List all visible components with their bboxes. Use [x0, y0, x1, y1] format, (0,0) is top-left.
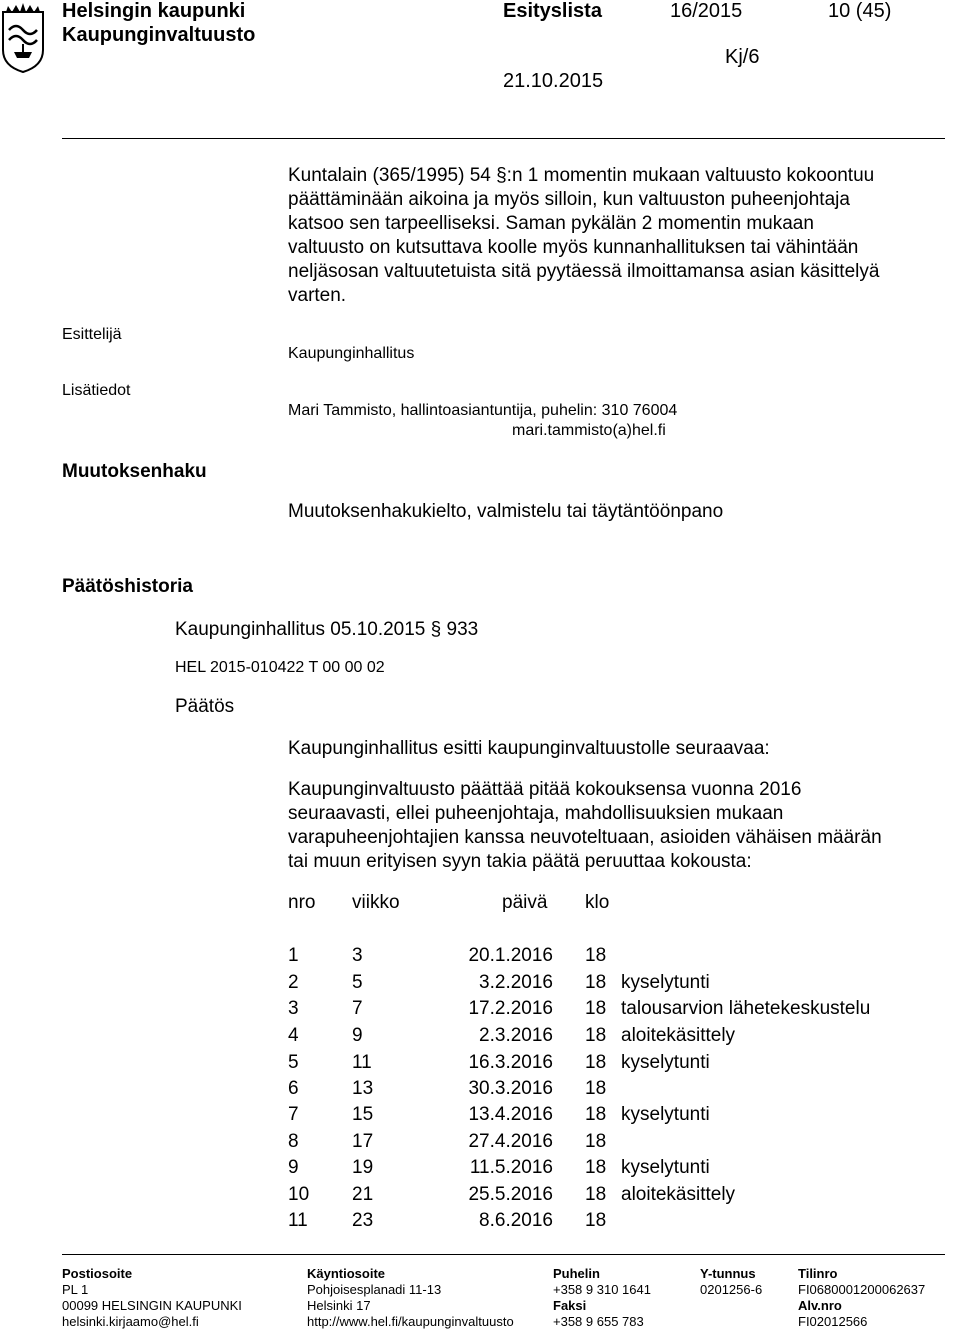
footer-website-link[interactable]: http://www.hel.fi/kaupunginvaltuusto	[307, 1314, 514, 1329]
footer-postiosoite: Postiosoite PL 1 00099 HELSINGIN KAUPUNKI helsinki.kirjaamo@hel.fi	[62, 1266, 242, 1329]
table-row: 7 15 13.4.2016 18 kyselytunti	[288, 1104, 710, 1125]
header-viikko: viikko	[352, 892, 400, 913]
esittelija-value: Kaupunginhallitus	[288, 345, 415, 362]
header-paiva: päivä	[502, 892, 548, 913]
esittelija-label: Esittelijä	[62, 326, 122, 343]
document-number: 16/2015	[670, 0, 743, 22]
case-reference: Kj/6	[725, 46, 760, 68]
paatoshistoria-title: Päätöshistoria	[62, 576, 193, 597]
table-row: 1 3 20.1.2016 18	[288, 945, 607, 966]
header-klo: klo	[585, 892, 610, 913]
contact-person: Mari Tammisto, hallintoasiantuntija, puhelin: 310 76004	[288, 402, 678, 419]
proposal-paragraph: Kaupunginvaltuusto päättää pitää kokouksensa vuonna 2016 seuraavasti, ellei puheenjohtaja, mahdollisuuksien mukaan varapuheenjohtajien kanssa neuvoteltuaan, asioiden vähäisen määrän tai muun erityisen syyn takia päätä peruuttaa kokousta:	[288, 779, 882, 872]
table-row: 11 23 8.6.2016 18	[288, 1210, 607, 1231]
table-row: 6 13 30.3.2016 18	[288, 1078, 607, 1099]
helsinki-coat-of-arms-logo	[0, 0, 46, 74]
document-type: Esityslista	[503, 0, 602, 22]
paatos-label: Päätös	[175, 696, 235, 717]
header-divider	[62, 138, 945, 139]
lisatiedot-label: Lisätiedot	[62, 382, 131, 399]
footer-tilinro: Tilinro FI0680001200062637 Alv.nro FI02012566	[798, 1266, 926, 1329]
footer-divider	[62, 1254, 945, 1255]
schedule-header-row	[288, 892, 908, 918]
decision-intro: Kaupunginhallitus esitti kaupunginvaltuustolle seuraavaa:	[288, 738, 770, 759]
header-nro: nro	[288, 892, 316, 913]
table-row: 4 9 2.3.2016 18 aloitekäsittely	[288, 1025, 736, 1046]
muutoksenhaku-label: Muutoksenhaku	[62, 461, 207, 482]
footer-kayntiosoite: Käyntiosoite Pohjoisesplanadi 11-13 Helsinki 17 http://www.hel.fi/kaupunginvaltuusto	[307, 1266, 514, 1329]
meeting-reference: Kaupunginhallitus 05.10.2015 § 933	[175, 619, 479, 640]
footer-puhelin: Puhelin +358 9 310 1641 Faksi +358 9 655 783	[553, 1266, 651, 1329]
table-row: 8 17 27.4.2016 18	[288, 1131, 607, 1152]
muutoksenhaku-value: Muutoksenhakukielto, valmistelu tai täytäntöönpano	[288, 501, 724, 522]
table-row: 9 19 11.5.2016 18 kyselytunti	[288, 1157, 710, 1178]
organization-name: Helsingin kaupunki	[62, 0, 246, 22]
page-number: 10 (45)	[828, 0, 892, 22]
intro-paragraph: Kuntalain (365/1995) 54 §:n 1 momentin mukaan valtuusto kokoontuu päättäminään aikoina ja myös silloin, kun valtuuston puheenjohtaja katsoo sen tarpeelliseksi. Saman pykälän 2 momentin mukaan valtuusto on kutsuttava koolle myös kunnanhallituksen tai vähintään neljäsosan valtuutetuista sitä pyytäessä ilmoittamansa asian käsittelyä varten.	[288, 165, 880, 306]
table-row: 5 11 16.3.2016 18 kyselytunti	[288, 1052, 710, 1073]
table-row: 10 21 25.5.2016 18 aloitekäsittely	[288, 1184, 736, 1205]
body-name: Kaupunginvaltuusto	[62, 24, 256, 46]
footer-email-link[interactable]: helsinki.kirjaamo@hel.fi	[62, 1314, 199, 1329]
footer-ytunnus: Y-tunnus 0201256-6	[700, 1266, 763, 1297]
table-row: 2 5 3.2.2016 18 kyselytunti	[288, 972, 710, 993]
contact-email: mari.tammisto(a)hel.fi	[512, 422, 666, 439]
diary-number: HEL 2015-010422 T 00 00 02	[175, 659, 385, 676]
table-row: 3 7 17.2.2016 18 talousarvion lähetekeskustelu	[288, 998, 871, 1019]
document-date: 21.10.2015	[503, 70, 604, 92]
